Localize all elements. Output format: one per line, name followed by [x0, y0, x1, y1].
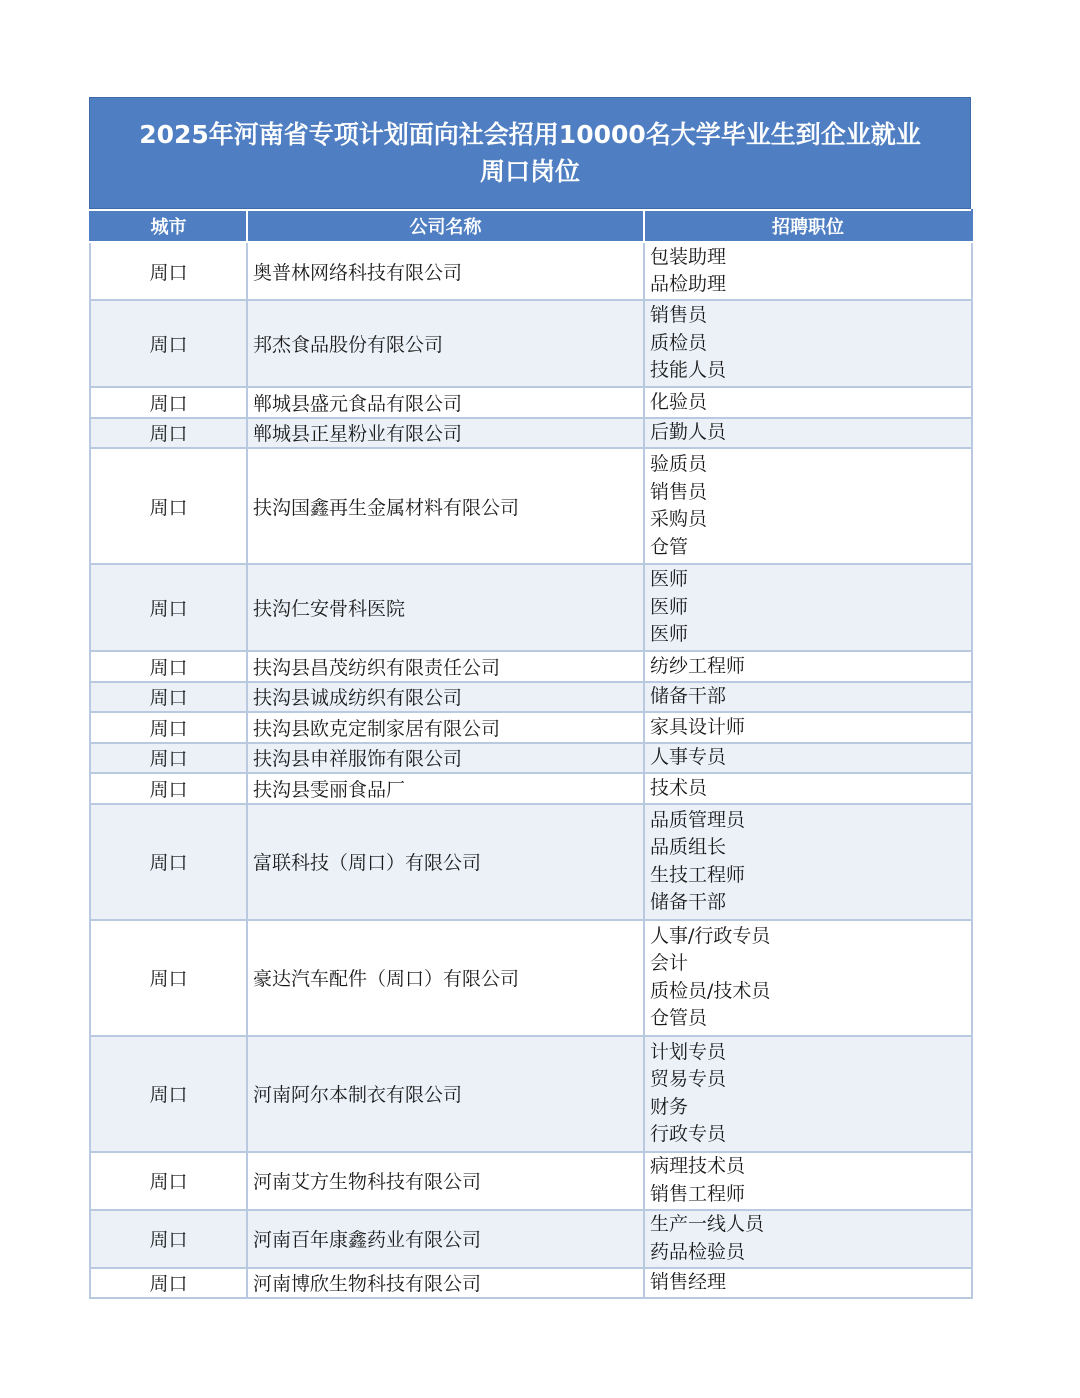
position-item: 医师: [650, 568, 689, 591]
cell-city: 周口: [90, 564, 247, 651]
cell-positions: [644, 920, 972, 1036]
cell-company: 邦杰食品股份有限公司: [247, 300, 644, 387]
position-item: 会计: [650, 952, 689, 974]
position-item: 药品检验员: [650, 1240, 746, 1263]
cell-company: 河南艾方生物科技有限公司: [247, 1152, 644, 1210]
cell-positions: [644, 773, 972, 804]
cell-company: 扶沟县欧克定制家居有限公司: [247, 712, 644, 743]
position-item: 人事专员: [650, 746, 727, 768]
position-item: 家具设计师: [650, 715, 746, 738]
cell-city: 周口: [90, 300, 247, 387]
position-item: 技术员: [650, 776, 708, 799]
table-title-line2: 周口岗位: [479, 157, 580, 186]
cell-company: 扶沟仁安骨科医院: [247, 564, 644, 651]
position-item: 采购员: [650, 508, 708, 530]
job-table: [89, 209, 973, 1299]
position-item: 计划专员: [650, 1040, 727, 1063]
table-title-line1: 2025年河南省专项计划面向社会招用10000名大学毕业生到企业就业: [139, 120, 921, 149]
cell-positions: [644, 1210, 972, 1268]
cell-company: 河南百年康鑫药业有限公司: [247, 1210, 644, 1268]
position-item: 质检员/技术员: [650, 979, 771, 1002]
cell-positions: [644, 418, 972, 449]
header-city: 城市: [90, 210, 247, 242]
position-item: 品质组长: [650, 836, 727, 858]
cell-city: 周口: [90, 1210, 247, 1268]
cell-city: 周口: [90, 682, 247, 713]
cell-company: 扶沟县诚成纺织有限公司: [247, 682, 644, 713]
position-item: 验质员: [650, 453, 708, 475]
cell-company: 豪达汽车配件（周口）有限公司: [247, 920, 644, 1036]
cell-company: 扶沟县昌茂纺织有限责任公司: [247, 651, 644, 682]
cell-city: 周口: [90, 773, 247, 804]
position-item: 贸易专员: [650, 1068, 727, 1090]
position-item: 销售工程师: [650, 1182, 746, 1205]
cell-positions: [644, 242, 972, 300]
position-item: 生产一线人员: [650, 1213, 765, 1235]
position-item: 人事/行政专员: [650, 924, 771, 947]
table-body: [90, 242, 972, 1298]
header-position: 招聘职位: [644, 210, 972, 242]
position-item: 储备干部: [650, 891, 727, 913]
cell-city: 周口: [90, 743, 247, 774]
position-item: 纺纱工程师: [650, 654, 746, 677]
table-row: [90, 1210, 972, 1268]
position-item: 仓管员: [650, 1007, 708, 1029]
cell-company: 河南阿尔本制衣有限公司: [247, 1036, 644, 1152]
cell-city: 周口: [90, 242, 247, 300]
cell-city: 周口: [90, 418, 247, 449]
table-row: [90, 1036, 972, 1152]
cell-company: 郸城县盛元食品有限公司: [247, 387, 644, 418]
cell-company: 河南博欣生物科技有限公司: [247, 1268, 644, 1299]
cell-positions: [644, 651, 972, 682]
cell-city: 周口: [90, 448, 247, 564]
cell-positions: [644, 804, 972, 920]
cell-company: 富联科技（周口）有限公司: [247, 804, 644, 920]
cell-city: 周口: [90, 651, 247, 682]
position-item: 品质管理员: [650, 808, 746, 831]
table-row: [90, 448, 972, 564]
header-company: 公司名称: [247, 210, 644, 242]
table-row: [90, 242, 972, 300]
table-row: [90, 1152, 972, 1210]
cell-city: 周口: [90, 1152, 247, 1210]
position-item: 行政专员: [650, 1123, 727, 1145]
position-item: 质检员: [650, 331, 708, 354]
table-row: [90, 564, 972, 651]
cell-positions: [644, 1268, 972, 1299]
position-item: 包装助理: [650, 245, 727, 268]
position-item: 财务: [650, 1095, 689, 1118]
header-row: [90, 210, 972, 242]
position-item: 销售员: [650, 480, 708, 503]
position-item: 销售员: [650, 304, 708, 327]
cell-city: 周口: [90, 920, 247, 1036]
cell-positions: [644, 387, 972, 418]
cell-city: 周口: [90, 1036, 247, 1152]
table-row: [90, 300, 972, 387]
cell-positions: [644, 1036, 972, 1152]
cell-positions: [644, 300, 972, 387]
cell-city: 周口: [90, 712, 247, 743]
position-item: 技能人员: [650, 359, 727, 382]
position-item: 医师: [650, 623, 689, 646]
cell-positions: [644, 682, 972, 713]
cell-positions: [644, 712, 972, 743]
cell-company: 扶沟国鑫再生金属材料有限公司: [247, 448, 644, 564]
job-table-sheet: [89, 97, 971, 1299]
table-row: [90, 804, 972, 920]
cell-company: 扶沟县申祥服饰有限公司: [247, 743, 644, 774]
position-item: 仓管: [650, 535, 689, 558]
cell-company: 奥普林网络科技有限公司: [247, 242, 644, 300]
position-item: 生技工程师: [650, 863, 746, 886]
cell-positions: [644, 448, 972, 564]
table-row: [90, 743, 972, 774]
table-title: [89, 97, 971, 209]
position-item: 销售经理: [650, 1271, 727, 1293]
position-item: 医师: [650, 595, 689, 618]
cell-city: 周口: [90, 804, 247, 920]
table-row: [90, 682, 972, 713]
position-item: 储备干部: [650, 685, 727, 707]
table-row: [90, 712, 972, 743]
table-row: [90, 1268, 972, 1299]
position-item: 后勤人员: [650, 421, 727, 443]
table-row: [90, 387, 972, 418]
position-item: 化验员: [650, 390, 708, 413]
position-item: 病理技术员: [650, 1155, 746, 1177]
cell-city: 周口: [90, 1268, 247, 1299]
position-item: 品检助理: [650, 273, 727, 295]
table-row: [90, 773, 972, 804]
cell-company: 郸城县正星粉业有限公司: [247, 418, 644, 449]
cell-city: 周口: [90, 387, 247, 418]
cell-company: 扶沟县雯丽食品厂: [247, 773, 644, 804]
cell-positions: [644, 743, 972, 774]
cell-positions: [644, 564, 972, 651]
table-row: [90, 418, 972, 449]
cell-positions: [644, 1152, 972, 1210]
table-row: [90, 651, 972, 682]
table-row: [90, 920, 972, 1036]
